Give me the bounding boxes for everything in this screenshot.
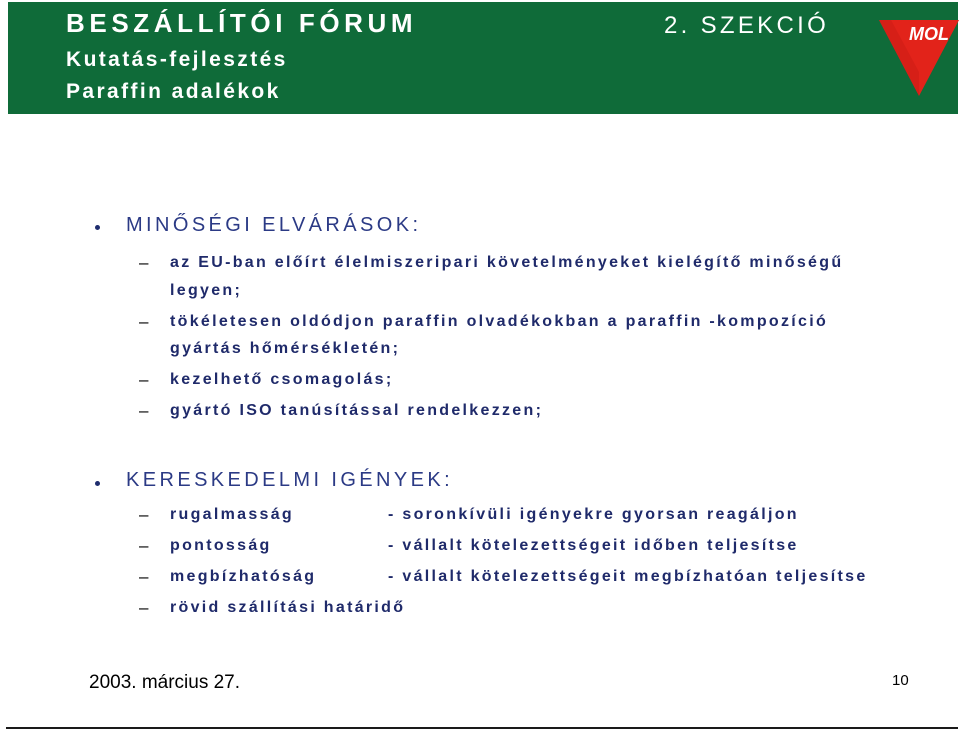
quality-item-4: gyártó ISO tanúsítással rendelkezzen; bbox=[170, 402, 544, 419]
page-number: 10 bbox=[892, 672, 909, 689]
quality-item-1-cont: legyen; bbox=[170, 282, 243, 299]
dash-icon: – bbox=[139, 505, 149, 524]
header-subtitle-rd: Kutatás-fejlesztés bbox=[66, 48, 288, 71]
commercial-label-1: rugalmasság bbox=[170, 506, 295, 523]
quality-heading: MINŐSÉGI ELVÁRÁSOK: bbox=[126, 214, 422, 236]
footer-divider bbox=[6, 727, 958, 729]
bullet-icon bbox=[95, 225, 100, 230]
commercial-detail-1: - soronkívüli igényekre gyorsan reagáljon bbox=[388, 506, 799, 523]
header-subtitle-paraffin: Paraffin adalékok bbox=[66, 80, 281, 103]
dash-icon: – bbox=[139, 401, 149, 420]
dash-icon: – bbox=[139, 312, 149, 331]
header-banner bbox=[8, 2, 958, 114]
commercial-detail-2: - vállalt kötelezettségeit időben teljesítse bbox=[388, 537, 799, 554]
dash-icon: – bbox=[139, 536, 149, 555]
quality-item-3: kezelhető csomagolás; bbox=[170, 371, 394, 388]
quality-item-2: tökéletesen oldódjon paraffin olvadékokban a paraffin -kompozíció bbox=[170, 313, 829, 330]
dash-icon: – bbox=[139, 253, 149, 272]
quality-item-1: az EU-ban előírt élelmiszeripari követelményeket kielégítő minőségű bbox=[170, 254, 844, 271]
dash-icon: – bbox=[139, 370, 149, 389]
commercial-label-3: megbízhatóság bbox=[170, 568, 317, 585]
commercial-label-2: pontosság bbox=[170, 537, 272, 554]
forum-title: BESZÁLLÍTÓI FÓRUM bbox=[66, 8, 418, 38]
mol-logo-text: MOL bbox=[909, 24, 949, 44]
commercial-detail-3: - vállalt kötelezettségeit megbízhatóan teljesítse bbox=[388, 568, 868, 585]
footer-date: 2003. március 27. bbox=[89, 672, 241, 693]
dash-icon: – bbox=[139, 598, 149, 617]
mol-logo bbox=[879, 20, 959, 96]
dash-icon: – bbox=[139, 567, 149, 586]
bullet-icon bbox=[95, 481, 100, 486]
quality-item-2-cont: gyártás hőmérsékletén; bbox=[170, 340, 401, 357]
section-label: 2. SZEKCIÓ bbox=[664, 12, 830, 39]
commercial-heading: KERESKEDELMI IGÉNYEK: bbox=[126, 469, 454, 491]
commercial-label-4: rövid szállítási határidő bbox=[170, 599, 406, 616]
